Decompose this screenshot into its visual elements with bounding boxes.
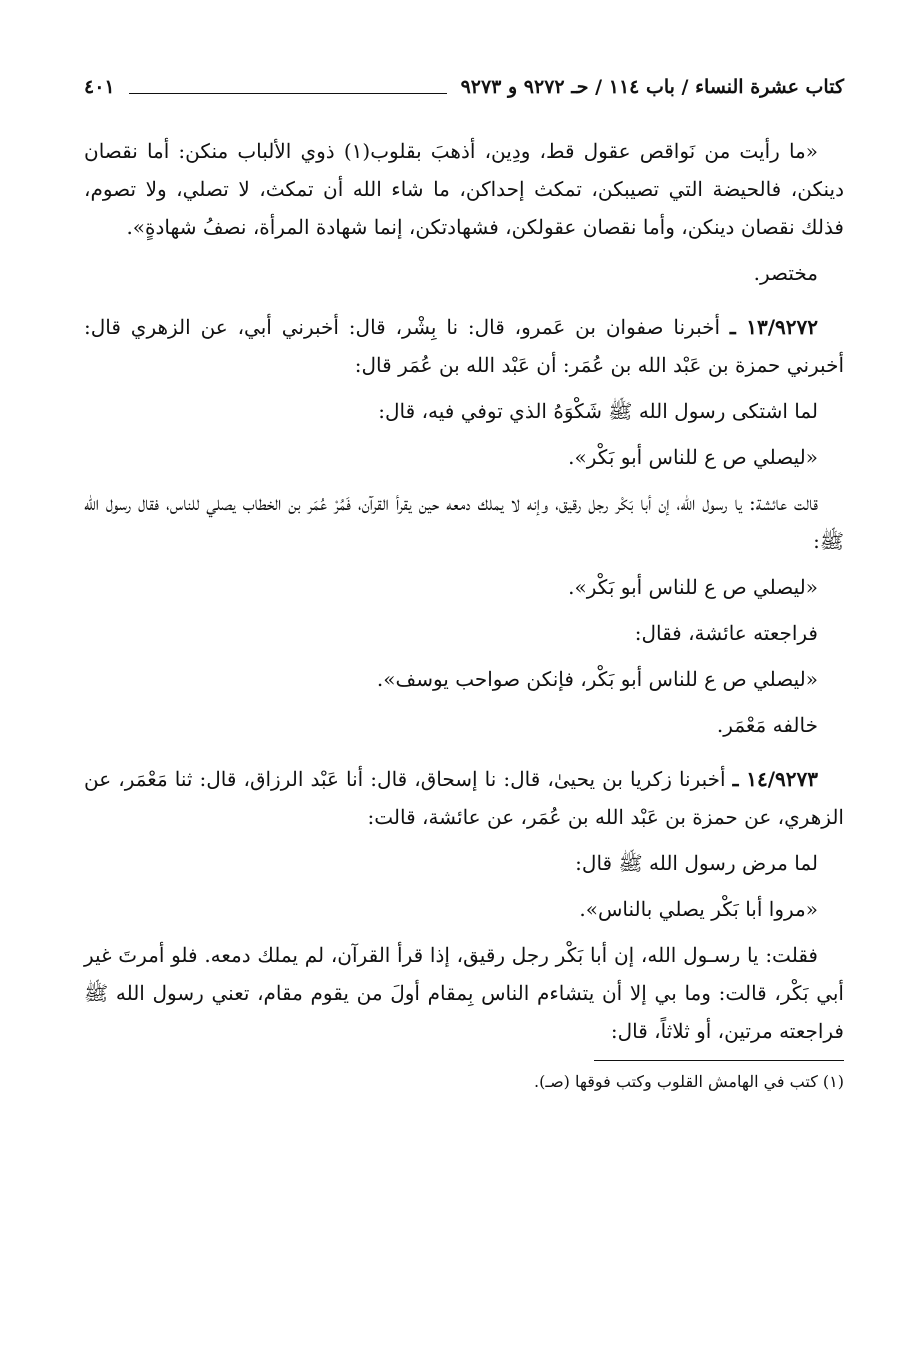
hadith-text-continued: «ما رأيت من نَواقص عقول قط، ودِين، أذهبَ بقلوب(١) ذوي الألباب منكن: أما نقصان دينكن، فالحيضة التي تصيبكن، تمكث إحداكن، ما شاء الله أن تمكث، لا تصلي، ولا تصوم، فذلك نقصان دينكن، وأما نقصان عقولكن، فشهادتكن، إنما شهادة المرأة، نصفُ شهادةٍ».	[84, 139, 844, 239]
main-text	[84, 132, 844, 1050]
narration-paragraph: فقلت: يا رسـول الله، إن أبا بَكْر رجل رقيق، إذا قرأ القرآن، لم يملك دمعه. فلو أمرتَ غير أبي بَكْر، قالت: وما بي إلا أن يتشاءم الناس بِمقام أولَ من يقوم مقام، تعني رسول الله ﷺ فراجعته مرتين، أو ثلاثاً، قال:	[84, 943, 844, 1043]
page-number: ٤٠١	[84, 76, 115, 98]
narration-line: لما اشتكى رسول الله ﷺ شَكْوَهُ الذي توفي فيه، قال:	[378, 399, 818, 423]
quote-line: «مروا أبا بَكْر يصلي بالناس».	[579, 897, 818, 921]
abridged-note: مختصر.	[753, 261, 818, 285]
hadith-9272	[84, 308, 844, 384]
hadith-number: ١٣/٩٢٧٢ ـ	[729, 315, 819, 339]
header-rule	[129, 93, 447, 94]
running-header	[84, 70, 844, 104]
footnote-rule	[594, 1060, 844, 1061]
narration-line: لما مرض رسول الله ﷺ قال:	[575, 851, 818, 875]
narration-paragraph: قالت عائشة: يا رسول الله، إن أبا بَكْر رجل رقيق، وإنه لا يملك دمعه حين يقرأ القرآن، فَمُرْ عُمَر بن الخطاب يصلي للناس، فقال رسول الله ﷺ:	[84, 491, 844, 553]
chapter-title: كتاب عشرة النساء / باب ١١٤ / حـ ٩٢٧٢ و ٩٢٧٣	[460, 76, 844, 98]
isnad-text: أخبرنا صفوان بن عَمرو، قال: نا بِشْر، قال: أخبرني أبي، عن الزهري قال: أخبرني حمزة بن عَبْد الله بن عُمَر: أن عَبْد الله بن عُمَر قال:	[84, 315, 844, 377]
quote-line: «ليصلي ص ع للناس أبو بَكْر».	[568, 445, 818, 469]
book-page	[84, 70, 844, 1095]
hadith-number: ١٤/٩٢٧٣ ـ	[732, 767, 818, 791]
narration-line: فراجعته عائشة، فقال:	[634, 621, 818, 645]
footnote: (١) كتب في الهامش القلوب وكتب فوقها (صـ).	[534, 1072, 844, 1091]
isnad-text: أخبرنا زكريا بن يحيىٰ، قال: نا إسحاق، قال: أنا عَبْد الرزاق، قال: ثنا مَعْمَر، عن الزهري، عن حمزة بن عَبْد الله بن عُمَر، عن عائشة، قالت:	[84, 767, 844, 829]
hadith-9273	[84, 760, 844, 836]
quote-line: «ليصلي ص ع للناس أبو بَكْر».	[568, 575, 818, 599]
quote-line: «ليصلي ص ع للناس أبو بَكْر، فإنكن صواحب يوسف».	[376, 667, 818, 691]
commentary-line: خالفه مَعْمَر.	[716, 713, 818, 737]
